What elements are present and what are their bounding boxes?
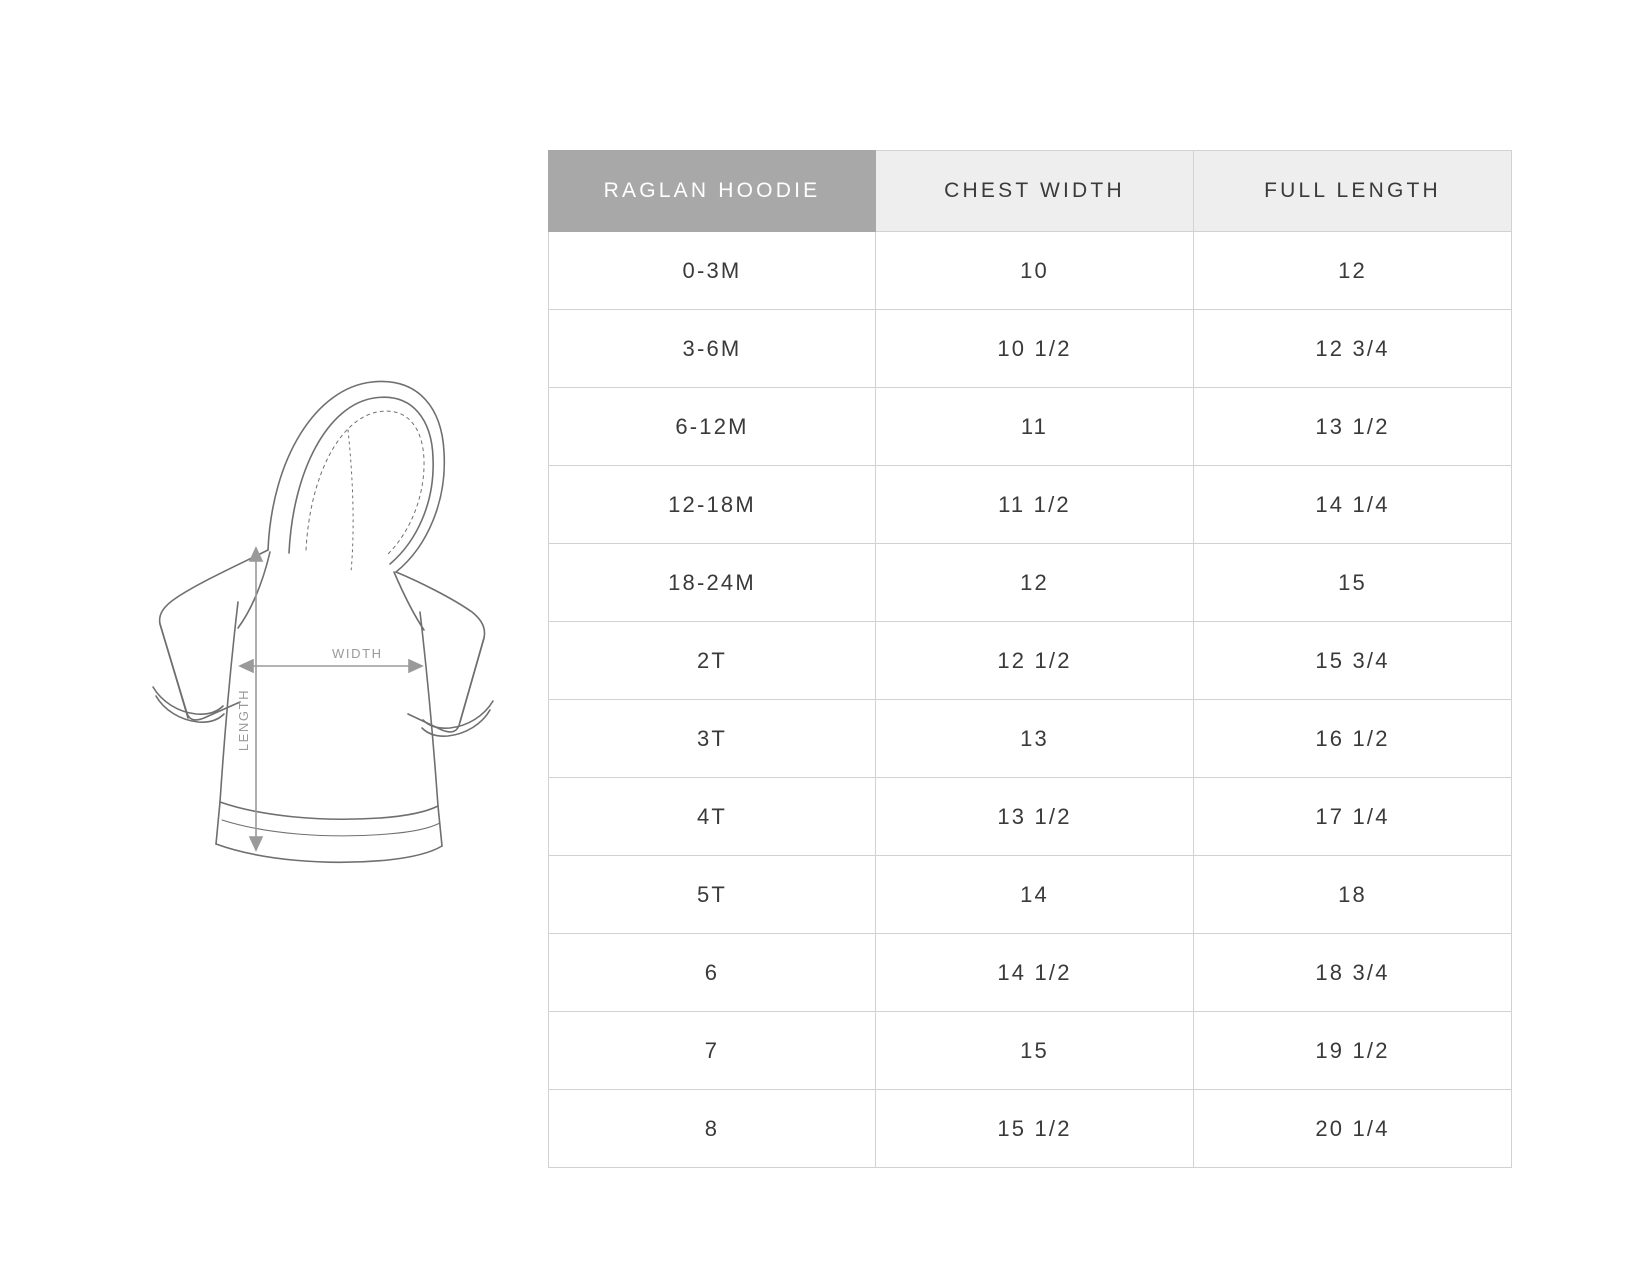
table-row bbox=[549, 466, 1512, 544]
cell-full-length: 16 1/2 bbox=[1194, 700, 1512, 778]
cell-chest-width: 13 bbox=[876, 700, 1194, 778]
cell-full-length: 12 bbox=[1194, 232, 1512, 310]
size-chart-table bbox=[548, 150, 1512, 1168]
cell-full-length: 20 1/4 bbox=[1194, 1090, 1512, 1168]
cell-full-length: 17 1/4 bbox=[1194, 778, 1512, 856]
cell-full-length: 18 3/4 bbox=[1194, 934, 1512, 1012]
cell-chest-width: 14 1/2 bbox=[876, 934, 1194, 1012]
cell-chest-width: 15 1/2 bbox=[876, 1090, 1194, 1168]
column-header-full-length: FULL LENGTH bbox=[1194, 151, 1512, 232]
width-label: WIDTH bbox=[332, 646, 383, 661]
cell-size: 7 bbox=[549, 1012, 876, 1090]
cell-full-length: 12 3/4 bbox=[1194, 310, 1512, 388]
cell-size: 6-12M bbox=[549, 388, 876, 466]
cell-full-length: 15 3/4 bbox=[1194, 622, 1512, 700]
cell-full-length: 19 1/2 bbox=[1194, 1012, 1512, 1090]
cell-chest-width: 10 1/2 bbox=[876, 310, 1194, 388]
table-row bbox=[549, 544, 1512, 622]
cell-chest-width: 12 bbox=[876, 544, 1194, 622]
cell-size: 5T bbox=[549, 856, 876, 934]
cell-chest-width: 11 1/2 bbox=[876, 466, 1194, 544]
cell-full-length: 15 bbox=[1194, 544, 1512, 622]
table-row bbox=[549, 388, 1512, 466]
column-header-garment: RAGLAN HOODIE bbox=[549, 151, 876, 232]
table-row bbox=[549, 232, 1512, 310]
cell-chest-width: 12 1/2 bbox=[876, 622, 1194, 700]
cell-size: 12-18M bbox=[549, 466, 876, 544]
table-header-row bbox=[549, 151, 1512, 232]
table-row bbox=[549, 700, 1512, 778]
table-row bbox=[549, 856, 1512, 934]
table-row bbox=[549, 1090, 1512, 1168]
table-row bbox=[549, 310, 1512, 388]
cell-full-length: 13 1/2 bbox=[1194, 388, 1512, 466]
cell-size: 3-6M bbox=[549, 310, 876, 388]
cell-size: 2T bbox=[549, 622, 876, 700]
length-label: LENGTH bbox=[236, 688, 251, 752]
cell-full-length: 14 1/4 bbox=[1194, 466, 1512, 544]
cell-full-length: 18 bbox=[1194, 856, 1512, 934]
cell-chest-width: 11 bbox=[876, 388, 1194, 466]
hoodie-illustration bbox=[120, 350, 510, 870]
cell-size: 0-3M bbox=[549, 232, 876, 310]
table-row bbox=[549, 622, 1512, 700]
column-header-chest-width: CHEST WIDTH bbox=[876, 151, 1194, 232]
cell-chest-width: 14 bbox=[876, 856, 1194, 934]
cell-chest-width: 10 bbox=[876, 232, 1194, 310]
cell-size: 4T bbox=[549, 778, 876, 856]
cell-size: 8 bbox=[549, 1090, 876, 1168]
table-row bbox=[549, 1012, 1512, 1090]
table-row bbox=[549, 934, 1512, 1012]
cell-size: 18-24M bbox=[549, 544, 876, 622]
cell-size: 6 bbox=[549, 934, 876, 1012]
cell-chest-width: 15 bbox=[876, 1012, 1194, 1090]
cell-size: 3T bbox=[549, 700, 876, 778]
cell-chest-width: 13 1/2 bbox=[876, 778, 1194, 856]
table-row bbox=[549, 778, 1512, 856]
